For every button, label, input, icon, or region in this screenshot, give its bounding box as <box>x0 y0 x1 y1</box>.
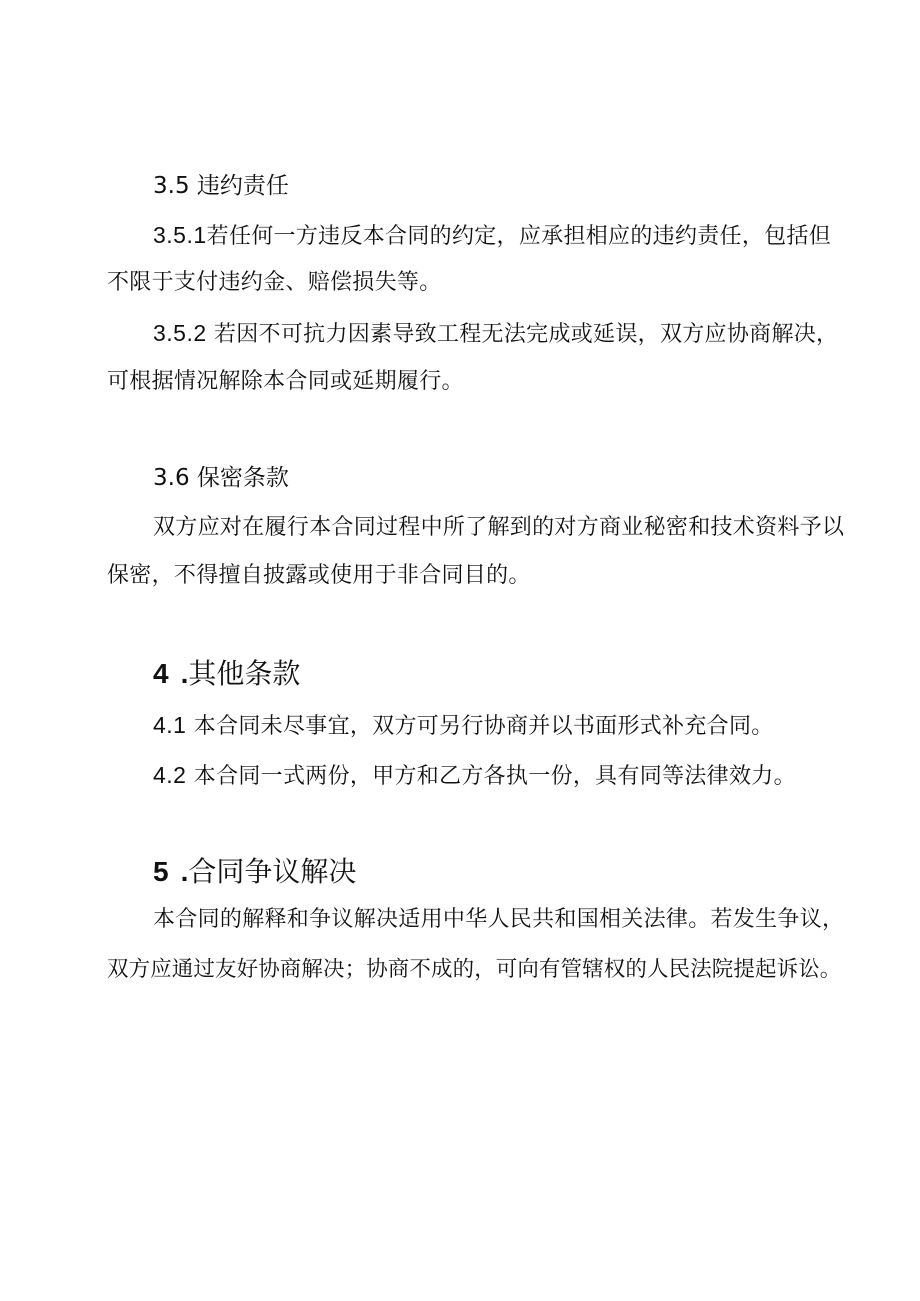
clause-4-1-text: 本合同未尽事宜，双方可另行协商并以书面形式补充合同。 <box>193 714 774 739</box>
section-5-para-line-2: 双方应通过友好协商解决；协商不成的，可向有管辖权的人民法院提起诉讼。 <box>107 957 842 982</box>
section-5-dot: . <box>180 856 189 887</box>
clause-3-5-1-line-1 <box>153 220 831 252</box>
section-3-5-heading: 3.5 违约责任 <box>153 173 289 199</box>
section-4-dot: . <box>180 658 189 689</box>
section-4-number: 4 <box>153 658 169 689</box>
clause-3-5-2-text-1: 若因不可抗力因素导致工程无法完成或延误，双方应协商解决， <box>213 322 839 347</box>
section-4-heading <box>153 657 300 691</box>
section-5-heading <box>153 855 356 889</box>
clause-4-2-number: 4.2 <box>153 762 187 788</box>
section-3-6-heading: 3.6 保密条款 <box>153 465 289 491</box>
clause-3-5-1-line-2: 不限于支付违约金、赔偿损失等。 <box>107 270 442 295</box>
section-5-number: 5 <box>153 856 169 887</box>
clause-3-5-2-line-1 <box>153 318 838 350</box>
section-4-title: 其他条款 <box>188 657 301 690</box>
clause-4-2-text: 本合同一式两份，甲方和乙方各执一份，具有同等法律效力。 <box>193 764 796 789</box>
section-3-6-para-line-1: 双方应对在履行本合同过程中所了解到的对方商业秘密和技术资料予以 <box>153 515 845 540</box>
clause-4-2 <box>153 760 796 792</box>
section-3-6-para-line-2: 保密，不得擅自披露或使用于非合同目的。 <box>107 563 531 588</box>
clause-3-5-2-number: 3.5.2 <box>153 320 207 346</box>
clause-3-5-2-line-2: 可根据情况解除本合同或延期履行。 <box>107 369 464 394</box>
section-5-title: 合同争议解决 <box>188 855 357 888</box>
clause-4-1-number: 4.1 <box>153 712 187 738</box>
clause-3-5-1-number: 3.5.1 <box>153 222 207 248</box>
clause-4-1 <box>153 710 774 742</box>
clause-3-5-1-text-1: 若任何一方违反本合同的约定，应承担相应的违约责任，包括但 <box>206 224 832 249</box>
section-5-para-line-1: 本合同的解释和争议解决适用中华人民共和国相关法律。若发生争议， <box>153 907 845 932</box>
